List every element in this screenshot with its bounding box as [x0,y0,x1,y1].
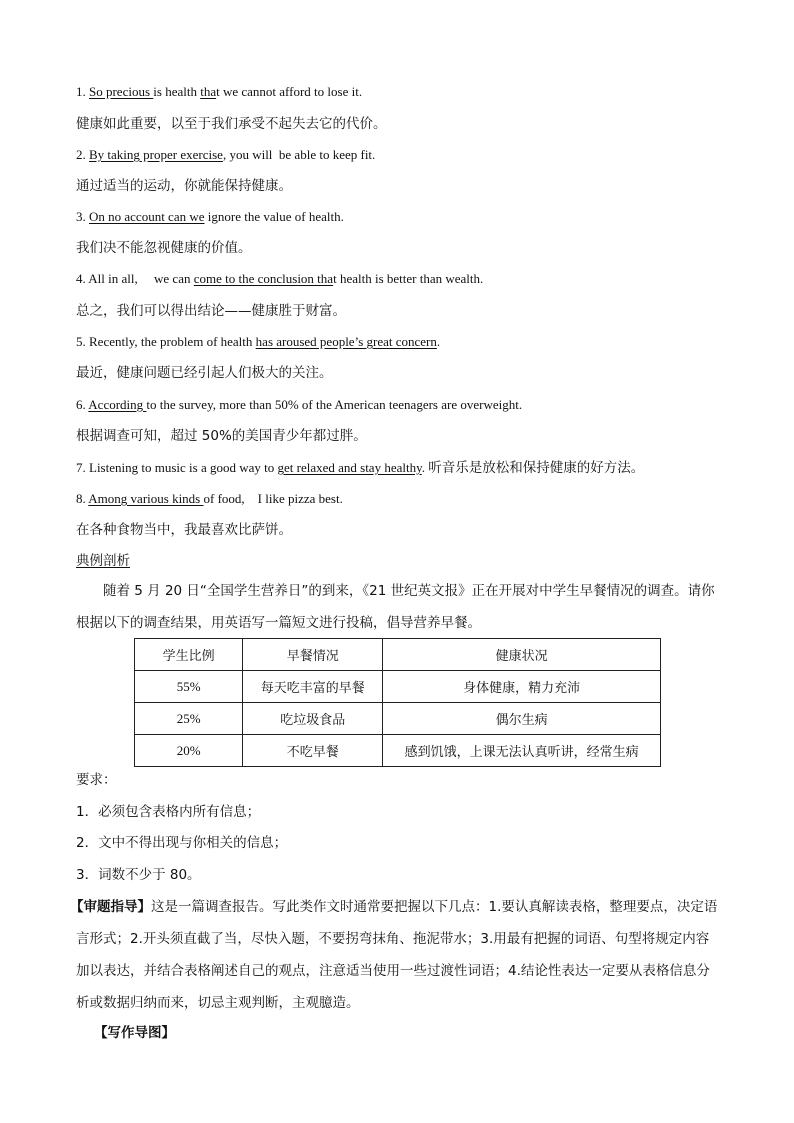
english-sentence [76,83,362,101]
sentence-text: of food, I like pizza best. [203,491,343,506]
english-sentence [76,396,522,414]
underlined-phrase: So precious [89,84,154,99]
table-row [135,735,661,767]
sentence-number: 7. [76,460,89,475]
chinese-translation: 我们决不能忽视健康的价值。 [76,240,252,256]
sentence-text: , you will be able to keep fit. [222,147,376,162]
table-cell: 25% [135,703,243,735]
sentence-text: . [421,460,429,475]
table-row [135,671,661,703]
underlined-phrase: Among various kinds [88,491,204,506]
underlined-phrase: come to the conclusion tha [193,271,334,286]
sentence-text: ignore the value of health. [204,209,344,224]
underlined-phrase: By taking proper exercise [89,147,223,162]
table-cell: 20% [135,735,243,767]
table-cell: 吃垃圾食品 [243,703,383,735]
task-prompt: 随着 5 月 20 日“全国学生营养日”的到来，《21 世纪英文报》正在开展对中学生早餐情况的调查。请你根据以下的调查结果，用英语写一篇短文进行投稿，倡导营养早餐。 [76,583,715,631]
sentence-number: 4. [76,271,89,286]
chinese-translation: 健康如此重要，以至于我们承受不起失去它的代价。 [76,116,387,132]
writing-guide [70,891,720,1019]
table-cell: 不吃早餐 [243,735,383,767]
english-sentence [76,333,440,351]
chinese-translation: 听音乐是放松和保持健康的好方法。 [428,460,645,476]
table-header-cell: 学生比例 [135,639,243,671]
sentence-number: 3. [76,209,89,224]
chinese-translation: 根据调查可知，超过 50%的美国青少年都过胖。 [76,428,367,444]
guide-text: 这是一篇调查报告。写此类作文时通常要把握以下几点：1.要认真解读表格，整理要点，决定语言形式；2.开头须直截了当，尽快入题，不要拐弯抹角、拖泥带水；3.用最有把握的词语、句型将规定内容加以表达，并结合表格阐述自己的观点，注意适当使用一些过渡性词语；4.结论性表达一定要从表格信息分析或数据归纳而来，切忌主观判断，主观臆造。 [76,899,718,1011]
sentence-number: 2. [76,147,89,162]
sentence-text: . [436,334,441,349]
underlined-phrase: On no account can we [89,209,205,224]
table-header-row [135,639,661,671]
underlined-phrase: get relaxed and stay healthy [277,460,422,475]
requirements-title: 要求： [76,772,117,788]
survey-table [134,638,661,767]
underlined-phrase: According [88,397,147,412]
guide-label: 【审题指导】 [70,899,151,915]
sentence-text: Recently, the problem of health [89,334,256,349]
sentence-number: 8. [76,491,89,506]
requirement-item: 2．文中不得出现与你相关的信息； [76,835,288,851]
table-cell: 身体健康，精力充沛 [383,671,661,703]
requirement-item: 3．词数不少于 80。 [76,867,201,883]
sentence-number: 6. [76,397,89,412]
sentence-text: Listening to music is a good way to [89,460,278,475]
sentence-number: 5. [76,334,89,349]
chinese-translation: 总之，我们可以得出结论——健康胜于财富。 [76,303,346,319]
table-cell: 55% [135,671,243,703]
chinese-translation: 通过适当的运动，你就能保持健康。 [76,178,292,194]
sentence-text: t health is better than wealth. [333,271,484,286]
table-cell: 每天吃丰富的早餐 [243,671,383,703]
english-sentence [76,208,344,226]
english-sentence [76,146,375,164]
requirement-item: 1．必须包含表格内所有信息； [76,804,261,820]
table-header-cell: 健康状况 [383,639,661,671]
sentence-text: is health [153,84,201,99]
table-header-cell: 早餐情况 [243,639,383,671]
english-sentence [76,459,644,477]
section-title: 典例剖析 [76,553,130,569]
english-sentence [76,490,343,508]
mindmap-label: 【写作导图】 [94,1025,175,1041]
sentence-text: All in all, we can [88,271,194,286]
underlined-phrase: has aroused people’s great concern [255,334,437,349]
table-cell: 感到饥饿，上课无法认真听讲，经常生病 [383,735,661,767]
sentence-number: 1. [76,84,89,99]
table-row [135,703,661,735]
underlined-phrase: tha [200,84,217,99]
table-cell: 偶尔生病 [383,703,661,735]
chinese-translation: 在各种食物当中，我最喜欢比萨饼。 [76,522,292,538]
chinese-translation: 最近，健康问题已经引起人们极大的关注。 [76,365,333,381]
english-sentence [76,270,483,288]
sentence-text: to the survey, more than 50% of the American teenagers are overweight. [146,397,523,412]
sentence-text: t we cannot afford to lose it. [216,84,363,99]
